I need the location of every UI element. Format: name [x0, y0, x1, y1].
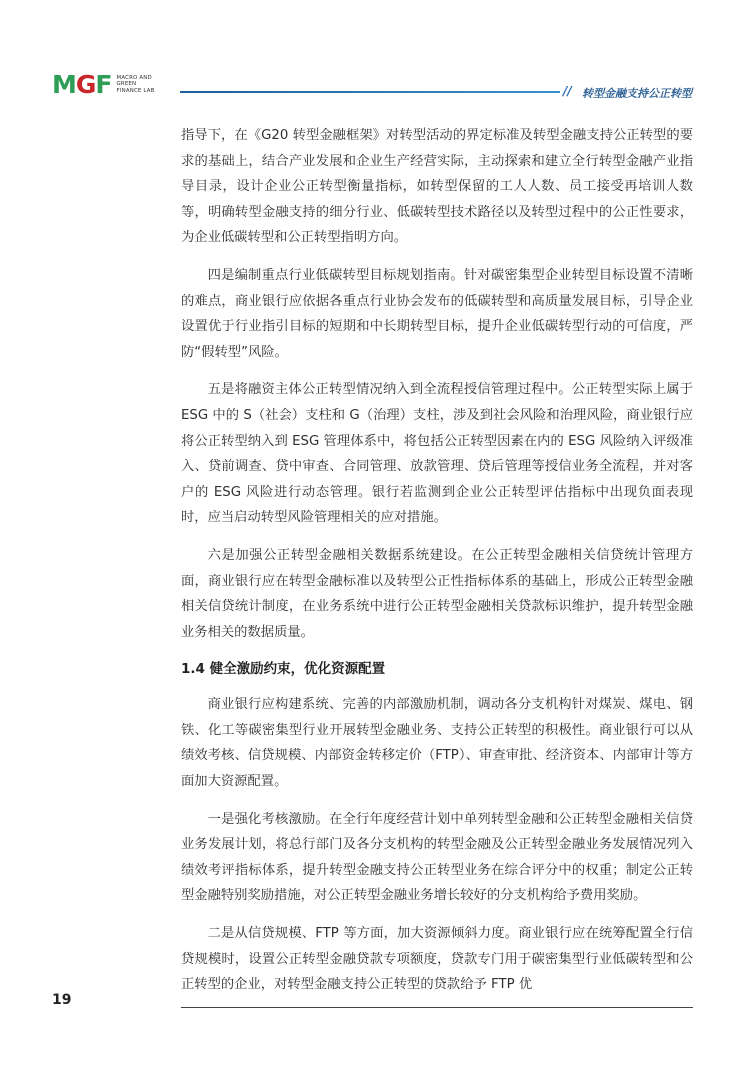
paragraph-1: 指导下，在《G20 转型金融框架》对转型活动的界定标准及转型金融支持公正转型的要求的基础上，结合产业发展和企业生产经营实际，主动探索和建立全行转型金融产业指导目录，设计企业公正转型衡量指标，如转型保留的工人人数、员工接受再培训人数等，明确转型金融支持的细分行业、低碳转型技术路径以及转型过程中的公正性要求，为企业低碳转型和公正转型指明方向。	[181, 128, 693, 246]
logo-subtitle	[117, 75, 155, 95]
paragraph-2: 四是编制重点行业低碳转型目标规划指南。针对碳密集型企业转型目标设置不清晰的难点，商业银行应依据各重点行业协会发布的低碳转型和高质量发展目标，引导企业设置优于行业指引目标的短期和中长期转型目标，提升企业低碳转型行动的可信度，严防“假转型”风险。	[181, 267, 693, 360]
paragraph-6: 一是强化考核激励。在全行年度经营计划中单列转型金融和公正转型金融相关信贷业务发展计划，将总行部门及各分支机构的转型金融及公正转型金融业务发展情况列入绩效考评指标体系，提升转型金融支持公正转型业务在综合评分中的权重；制定公正转型金融特别奖励措施，对公正转型金融业务增长较好的分支机构给予费用奖励。	[181, 811, 693, 904]
page-number: 19	[52, 992, 72, 1008]
section-heading: 1.4 健全激励约束，优化资源配置	[181, 661, 386, 678]
header-rule	[180, 91, 560, 93]
paragraph-3: 五是将融资主体公正转型情况纳入到全流程授信管理过程中。公正转型实际上属于 ESG 中的 S（社会）支柱和 G（治理）支柱，涉及到社会风险和治理风险，商业银行应将公正转型纳入到 ESG 管理体系中，将包括公正转型因素在内的 ESG 风险纳入评级准入、贷前调查、贷中审查、合同管理、放款管理、贷后管理等授信业务全流程，并对客户的 ESG 风险进行动态管理。银行若监测到企业公正转型评估指标中出现负面表现时，应当启动转型风险管理相关的应对措施。	[181, 382, 693, 526]
paragraph-7: 二是从信贷规模、FTP 等方面，加大资源倾斜力度。商业银行应在统筹配置全行信贷规模时，设置公正转型金融贷款专项额度，贷款专门用于碳密集型行业低碳转型和公正转型的企业，对转型金融支持公正转型的贷款给予 FTP 优	[181, 926, 693, 993]
logo-sub-line-1: MACRO AND	[116, 74, 152, 81]
logo-sub-line-2: GREEN	[116, 81, 137, 88]
logo-mark: MGF	[52, 70, 112, 99]
logo	[52, 72, 155, 97]
page-body	[181, 123, 693, 1010]
logo-sub-line-3: FINANCE LAB	[116, 87, 155, 94]
running-header-title: 转型金融支持公正转型	[582, 87, 692, 100]
header-slash: //	[563, 84, 572, 98]
paragraph-5: 商业银行应构建系统、完善的内部激励机制，调动各分支机构针对煤炭、煤电、钢铁、化工等碳密集型行业开展转型金融业务、支持公正转型的积极性。商业银行可以从绩效考核、信贷规模、内部资金转移定价（FTP）、审查审批、经济资本、内部审计等方面加大资源配置。	[181, 697, 693, 790]
paragraph-4: 六是加强公正转型金融相关数据系统建设。在公正转型金融相关信贷统计管理方面，商业银行应在转型金融标准以及转型公正性指标体系的基础上，形成公正转型金融相关信贷统计制度，在业务系统中进行公正转型金融相关贷款标识维护，提升转型金融业务相关的数据质量。	[181, 547, 693, 640]
footer-rule	[181, 1007, 693, 1008]
